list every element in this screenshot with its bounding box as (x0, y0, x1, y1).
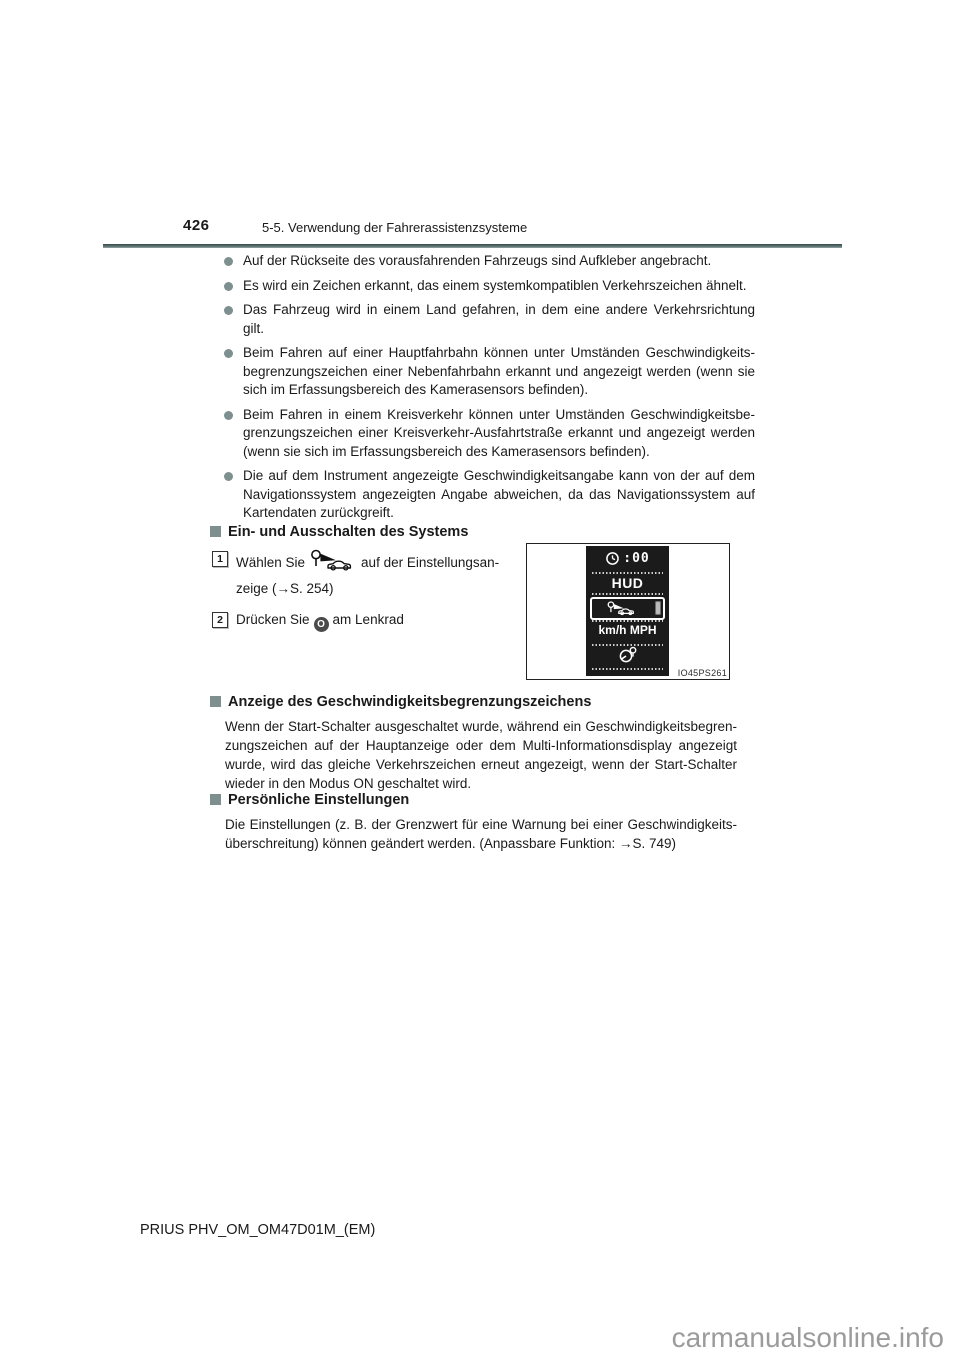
step-number-badge: 1 (212, 551, 228, 567)
note-line: (wenn sie sich im Erfassungsbereich des Kamerasensors befinden). (243, 443, 650, 459)
cruise-icon-row (586, 646, 669, 664)
page-number: 426 (183, 217, 210, 234)
step-text: Wählen Sie auf der Einstellungsan- zeige (→S. 254) (236, 549, 524, 598)
dotted-separator (592, 572, 663, 574)
hud-label: HUD (611, 575, 644, 591)
list-item (210, 406, 755, 462)
dotted-separator (592, 593, 663, 595)
section-title: Anzeige des Geschwindigkeitsbegrenzungszeichens (210, 694, 755, 710)
section-title: Ein- und Ausschalten des Systems (210, 524, 468, 540)
note-line: Auf der Rückseite des vorausfahrenden Fahrzeugs sind Aufkleber angebracht. (243, 253, 712, 268)
note-line: Das Fahrzeug wird in einem Land gefahren, in dem eine andere Verkehrsrichtung (243, 302, 755, 317)
document-code: PRIUS PHV_OM_OM47D01M_(EM) (140, 1222, 376, 1238)
speed-limit-sign-car-icon (597, 601, 647, 616)
note-line: begrenzungszeichen einer Nebenfahrbahn erkannt und angezeigt werden (wenn sie (243, 363, 755, 379)
slider-handle-icon (655, 601, 661, 615)
step-number-badge: 2 (212, 612, 228, 628)
bullet-icon (224, 349, 233, 358)
bullet-icon (224, 411, 233, 420)
bullet-icon (224, 257, 233, 266)
section-marker-icon (210, 526, 221, 537)
note-line: Es wird ein Zeichen erkannt, das einem systemkompatiblen Verkehrszeichen ähnelt. (243, 277, 747, 293)
paragraph-line: zungszeichen auf der Hauptanzeige oder dem Multi-Informationsdisplay angezeigt (225, 738, 737, 753)
step-text-continuation: zeige (→S. 254) (236, 581, 334, 596)
notes-list (210, 252, 755, 529)
figure-caption: IO45PS261 (677, 668, 727, 678)
step-item (212, 610, 524, 632)
section-paragraph (225, 815, 755, 853)
note-line: Beim Fahren auf einer Hauptfahrbahn können unter Umständen Geschwindigkeits- (243, 345, 755, 360)
section-paragraph (225, 717, 755, 793)
dotted-separator (592, 620, 663, 622)
note-line: gilt. (243, 320, 265, 336)
paragraph-line: wurde, wird das gleiche Verkehrszeichen erneut angezeigt, wenn der Start-Schalter (225, 757, 737, 772)
note-line: Die auf dem Instrument angezeigte Geschwindigkeitsangabe kann von der auf dem (243, 468, 755, 483)
steering-o-button-icon: O (314, 617, 329, 632)
clock-icon (605, 551, 620, 566)
hud-figure (526, 543, 730, 680)
bullet-icon (224, 306, 233, 315)
note-line: Kartendaten zurückgreift. (243, 505, 394, 520)
clock-row (586, 549, 669, 568)
note-line: Navigationssystem angezeigten Angabe abweichen, da das Navigationssystem auf (243, 486, 755, 502)
note-line: Beim Fahren in einem Kreisverkehr können unter Umständen Geschwindigkeitsbe- (243, 406, 755, 422)
section-marker-icon (210, 696, 221, 707)
hud-units: km/h MPH (598, 623, 657, 637)
list-item (210, 301, 755, 338)
list-item (210, 467, 755, 523)
bullet-icon (224, 472, 233, 481)
step-text: Drücken Sie O am Lenkrad (236, 612, 404, 630)
hud-time: :00 (623, 551, 650, 566)
list-item (210, 252, 755, 271)
section-sign-display (210, 694, 755, 793)
paragraph-line: Die Einstellungen (z. B. der Grenzwert für eine Warnung bei einer Geschwindigkeits- (225, 817, 737, 832)
section-marker-icon (210, 794, 221, 805)
section-personal-settings (210, 792, 755, 853)
bullet-icon (224, 282, 233, 291)
watermark: carmanualsonline.info (671, 1322, 944, 1353)
paragraph-line: überschreitung) können geändert werden. (Anpassbare Funktion: →S. 749) (225, 836, 677, 851)
rsa-setting-item (590, 597, 665, 620)
note-line: sich im Erfassungsbereich des Kamerasensors befinden). (243, 382, 589, 397)
cruise-speed-icon (618, 646, 638, 664)
section-title: Persönliche Einstellungen (210, 792, 755, 808)
step-item (212, 549, 524, 598)
paragraph-line: Wenn der Start-Schalter ausgeschaltet wurde, während ein Geschwindigkeitsbegren- (225, 719, 737, 734)
steps-list (212, 549, 524, 632)
paragraph-line: wieder in den Modus ON geschaltet wird. (225, 776, 472, 791)
list-item (210, 344, 755, 400)
header-rule (103, 244, 842, 248)
hud-display-panel (586, 546, 669, 676)
list-item (210, 277, 755, 296)
note-line: grenzungszeichen einer Kreisverkehr-Ausfahrtstraße erkannt und angezeigt werden (243, 425, 755, 440)
section-on-off (210, 524, 468, 540)
dotted-separator (592, 668, 663, 670)
chapter-title: 5-5. Verwendung der Fahrerassistenzsysteme (262, 220, 528, 235)
speed-limit-sign-car-icon (310, 549, 356, 572)
